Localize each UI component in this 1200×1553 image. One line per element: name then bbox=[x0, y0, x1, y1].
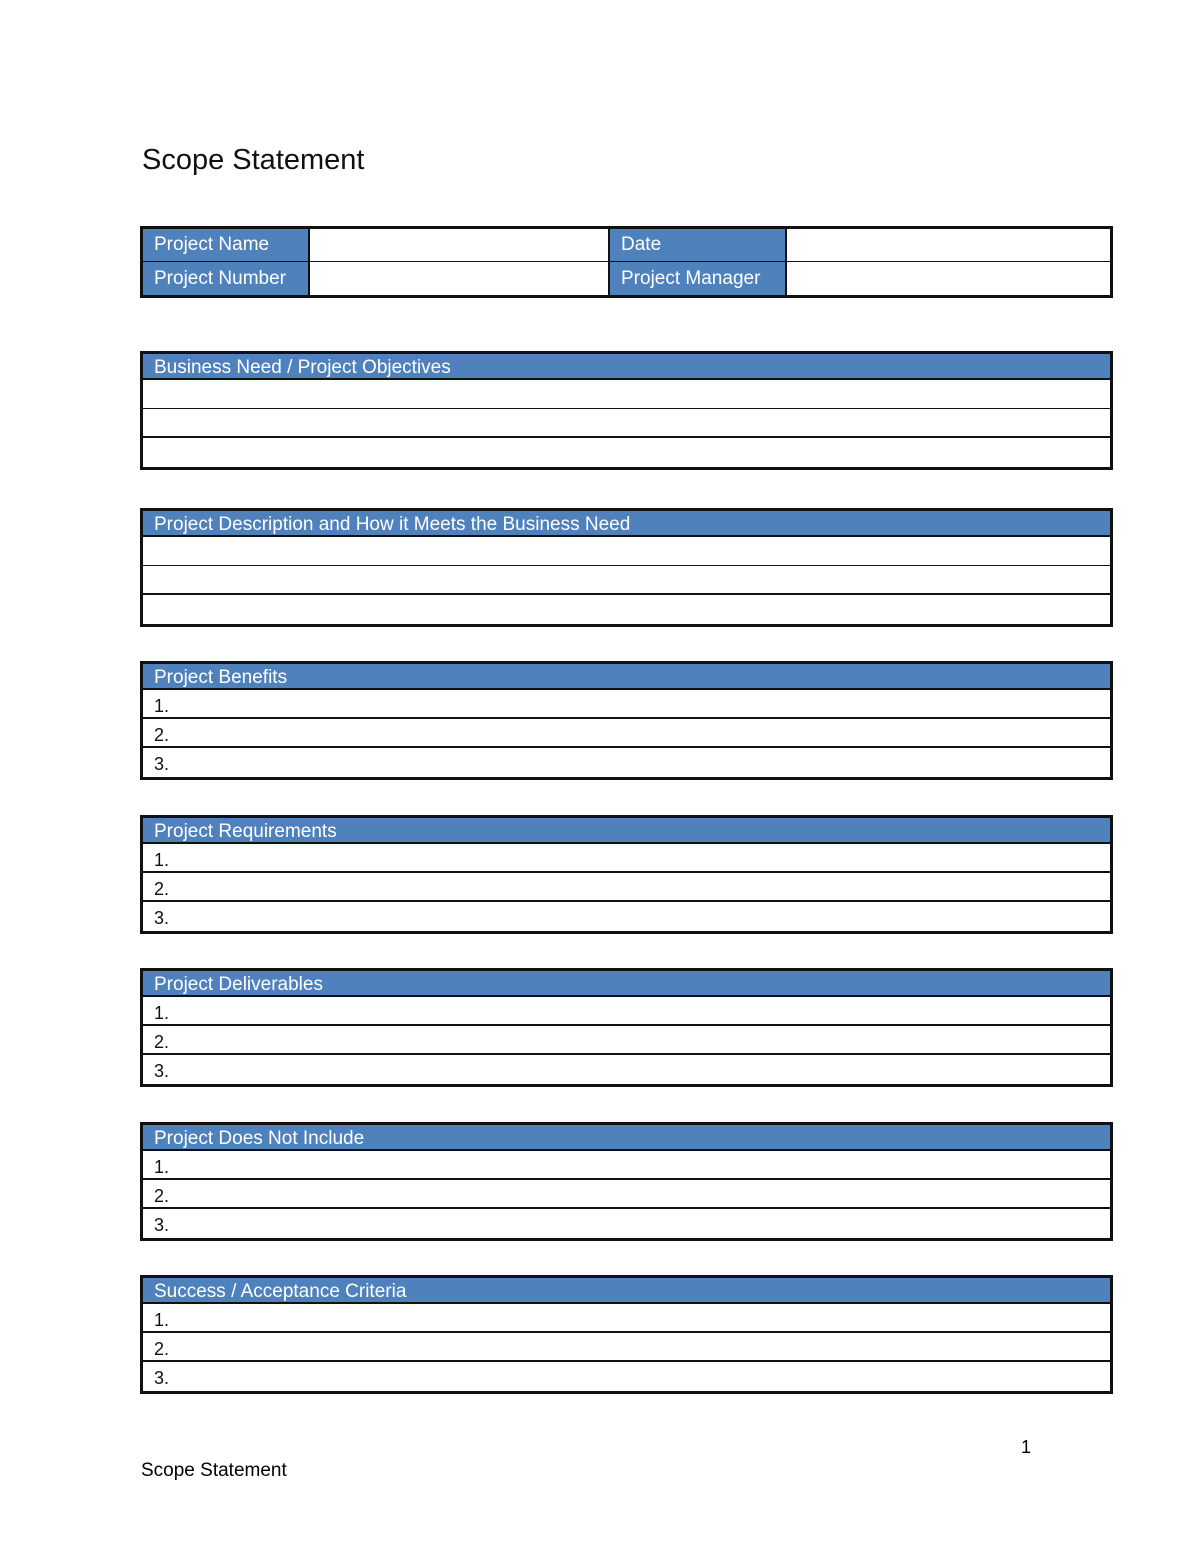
date-label: Date bbox=[610, 229, 787, 262]
section-row[interactable] bbox=[143, 380, 1110, 409]
section-row[interactable]: 2. bbox=[143, 1180, 1110, 1209]
section-heading: Project Benefits bbox=[143, 664, 1110, 690]
footer-text: Scope Statement bbox=[141, 1460, 287, 1481]
project-number-field[interactable] bbox=[310, 262, 610, 295]
date-field[interactable] bbox=[787, 229, 1110, 262]
section-row[interactable]: 3. bbox=[154, 1061, 170, 1081]
section-row[interactable] bbox=[143, 409, 1110, 438]
project-manager-field[interactable] bbox=[787, 262, 1110, 295]
section-row[interactable]: 3. bbox=[154, 1368, 170, 1388]
section-row[interactable]: 1. bbox=[143, 1304, 1110, 1333]
section-row[interactable]: 3. bbox=[154, 1215, 170, 1235]
project-name-label: Project Name bbox=[143, 229, 310, 262]
section-business-need bbox=[140, 351, 1113, 470]
page-title: Scope Statement bbox=[142, 144, 365, 176]
section-heading: Business Need / Project Objectives bbox=[143, 354, 1110, 380]
section-row[interactable]: 3. bbox=[154, 908, 170, 928]
page-number: 1 bbox=[1021, 1437, 1032, 1457]
section-heading: Project Description and How it Meets the Business Need bbox=[143, 511, 1110, 537]
section-row[interactable]: 2. bbox=[143, 1026, 1110, 1055]
section-row[interactable]: 3. bbox=[154, 754, 170, 774]
section-row[interactable]: 2. bbox=[143, 1333, 1110, 1362]
section-row[interactable] bbox=[143, 566, 1110, 595]
project-manager-label: Project Manager bbox=[610, 262, 787, 295]
section-project-requirements bbox=[140, 815, 1113, 934]
section-row[interactable]: 2. bbox=[143, 719, 1110, 748]
section-heading: Project Deliverables bbox=[143, 971, 1110, 997]
section-row[interactable] bbox=[143, 595, 1110, 624]
section-row[interactable]: 1. bbox=[143, 1151, 1110, 1180]
section-project-benefits bbox=[140, 661, 1113, 780]
section-row[interactable] bbox=[143, 438, 1110, 467]
section-project-deliverables bbox=[140, 968, 1113, 1087]
project-number-label: Project Number bbox=[143, 262, 310, 295]
section-heading: Success / Acceptance Criteria bbox=[143, 1278, 1110, 1304]
section-row[interactable]: 1. bbox=[143, 690, 1110, 719]
section-row[interactable]: 1. bbox=[143, 844, 1110, 873]
section-row[interactable]: 2. bbox=[143, 873, 1110, 902]
section-project-does-not-include bbox=[140, 1122, 1113, 1241]
section-project-description bbox=[140, 508, 1113, 627]
section-heading: Project Does Not Include bbox=[143, 1125, 1110, 1151]
project-info-table bbox=[140, 226, 1113, 298]
section-heading: Project Requirements bbox=[143, 818, 1110, 844]
section-success-criteria bbox=[140, 1275, 1113, 1394]
section-row[interactable] bbox=[143, 537, 1110, 566]
section-row[interactable]: 1. bbox=[143, 997, 1110, 1026]
project-name-field[interactable] bbox=[310, 229, 610, 262]
